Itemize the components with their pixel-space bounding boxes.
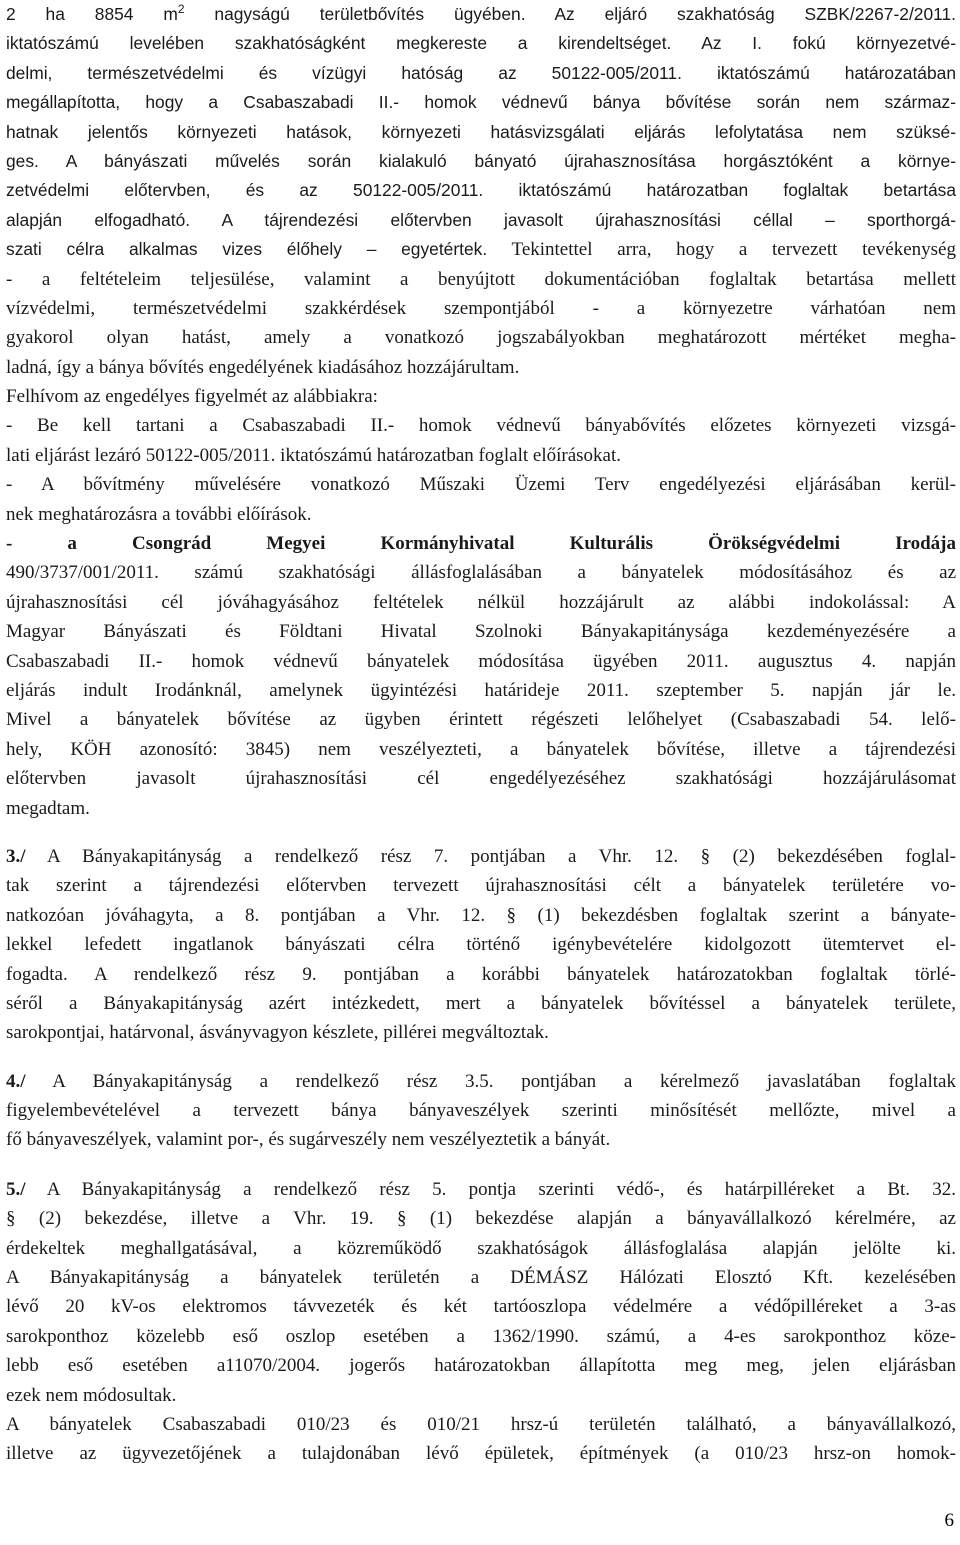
text-line: fő bányaveszélyek, valamint por-, és sugárveszély nem veszélyeztetik a bányát. [6,1129,611,1151]
text-line: A Bányakapitányság a bányatelek területén a DÉMÁSZ Hálózati Elosztó Kft. kezelésében [6,1267,956,1289]
text-line: megadtam. [6,797,90,819]
text-line: gyakorol olyan hatást, amely a vonatkozó jogszabályokban meghatározott mértéket megha- [6,327,956,349]
paragraph-number: 3./ [6,845,26,867]
text-line: vízvédelmi, természetvédelmi szakkérdések szempontjából - a környezetre várhatóan nem [6,297,956,319]
text-line: ladná, így a bánya bővítés engedélyének kiadásához hozzájárultam. [6,356,520,378]
text-line: sarokpontjai, határvonal, ásványvagyon készlete, pillérei megváltoztak. [6,1022,549,1044]
document-page [6,0,956,1545]
text-line: - Be kell tartani a Csabaszabadi II.- homok védnevű bányabővítés előzetes környezeti vizsgá- [6,415,956,437]
superscript: 2 [177,2,185,16]
text-line: Felhívom az engedélyes figyelmét az alábbiakra: [6,386,378,408]
text-line: A bányatelek Csabaszabadi 010/23 és 010/21 hrsz-ú területén található, a bányavállalkozó, [6,1413,956,1435]
text-line: megállapította, hogy a Csabaszabadi II.- homok védnevű bánya bővítése során nem származ- [6,92,956,113]
text-line: lekkel lefedett ingatlanok bányászati célra történő igénybevételére kidolgozott ütemtervet el- [6,934,956,956]
text-line: séről a Bányakapitányság azért intézkedett, mert a bányatelek bővítéssel a bányatelek területe, [6,992,956,1014]
paragraph-4-line: 4./ A Bányakapitányság a rendelkező rész 3.5. pontjában a kérelmező javaslatában foglaltak [6,1070,956,1092]
text-line: újrahasznosítási cél jóváhagyásához feltételek nélkül hozzájárult az alábbi indokolással: A [6,591,956,613]
text-line: lebb eső esetében a11070/2004. jogerős határozatokban állapította meg meg, jelen eljárásban [6,1355,956,1377]
text-line: delmi, természetvédelmi és vízügyi hatóság az 50122-005/2011. iktatószámú határozatában [6,62,956,83]
text-line: ges. A bányászati művelés során kialakuló bányató újrahasznosítása horgásztóként a környe- [6,150,956,171]
text-line: 490/3737/001/2011. számú szakhatósági állásfoglalásában a bányatelek módosításához és az [6,562,956,584]
text-line: lévő 20 kV-os elektromos távvezeték és két tartóoszlopa védelmére a védőpilléreket a 3-as [6,1296,956,1318]
text-line: fogadta. A rendelkező rész 9. pontjában a korábbi bányatelek határozatokban foglaltak törlé- [6,963,956,985]
paragraph-number: 5./ [6,1178,26,1200]
text-line: - a feltételeim teljesülése, valamint a benyújtott dokumentációban foglaltak betartása mellett [6,268,956,290]
text-line: nek meghatározásra a további előírások. [6,503,312,525]
text-line: lati eljárást lezáró 50122-005/2011. iktatószámú határozatban foglalt előírásokat. [6,444,621,466]
text-line: Csabaszabadi II.- homok védnevű bányatelek módosítása ügyében 2011. augusztus 4. napján [6,650,956,672]
text-line: szati célra alkalmas vizes élőhely – egyetértek. Tekintettel arra, hogy a tervezett tevékenység [6,239,956,261]
text-line: figyelembevételével a tervezett bánya bányaveszélyek szerinti minősítését mellőzte, mivel a [6,1100,956,1122]
heading-line: - a Csongrád Megyei Kormányhivatal Kulturális Örökségvédelmi Irodája [6,533,956,555]
text-line: ezek nem módosultak. [6,1384,177,1406]
text-line: Magyar Bányászati és Földtani Hivatal Szolnoki Bányakapitánysága kezdeményezésére a [6,621,956,643]
page-number: 6 [944,1510,954,1531]
text-line: 2 ha 8854 $m^2$ nagyságú területbővítés ügyében. Az eljáró szakhatóság SZBK/2267-2/2011. [6,2,956,24]
paragraph-3-line: 3./ A Bányakapitányság a rendelkező rész 7. pontjában a Vhr. 12. § (2) bekezdésében foglal- [6,845,956,867]
text-line: illetve az ügyvezetőjének a tulajdonában lévő épületek, építmények (a 010/23 hrsz-on homok- [6,1443,956,1465]
text-line: Mivel a bányatelek bővítése az ügyben érintett régészeti lelőhelyet (Csabaszabadi 54. lelő- [6,709,956,731]
text-line: érdekeltek meghallgatásával, a közreműködő szakhatóságok állásfoglalása alapján jelölte ki. [6,1237,956,1259]
text-line: sarokponthoz közelebb eső oszlop esetében a 1362/1990. számú, a 4-es sarokponthoz köze- [6,1325,956,1347]
paragraph-5-line: 5./ A Bányakapitányság a rendelkező rész 5. pontja szerinti védő-, és határpilléreket a Bt. 32. [6,1178,956,1200]
text-line: § (2) bekezdése, illetve a Vhr. 19. § (1) bekezdése alapján a bányavállalkozó kérelmére, az [6,1208,956,1230]
text-line: zetvédelmi előtervben, és az 50122-005/2011. iktatószámú határozatban foglaltak betartása [6,180,956,201]
text-line: eljárás indult Irodánknál, amelynek ügyintézési határideje 2011. szeptember 5. napján jár le. [6,679,956,701]
text-line: hatnak jelentős környezeti hatások, környezeti hatásvizsgálati eljárás lefolytatása nem szüksé- [6,121,956,142]
text-line: hely, KÖH azonosító: 3845) nem veszélyezteti, a bányatelek bővítése, illetve a tájrendezési [6,738,956,760]
paragraph-number: 4./ [6,1070,26,1092]
text-line: tak szerint a tájrendezési előtervben tervezett újrahasznosítási célt a bányatelek területére vo- [6,875,956,897]
text-line: iktatószámú levelében szakhatóságként megkereste a kirendeltséget. Az I. fokú környezetvé- [6,33,956,54]
text-line: alapján elfogadható. A tájrendezési előtervben javasolt újrahasznosítási céllal – sporthorgá- [6,209,956,230]
text-line: natkozóan jóváhagyta, a 8. pontjában a Vhr. 12. § (1) bekezdésben foglaltak szerint a bányate- [6,904,956,926]
text-line: - A bővítmény művelésére vonatkozó Műszaki Üzemi Terv engedélyezési eljárásában kerül- [6,474,956,496]
text-line: előtervben javasolt újrahasznosítási cél engedélyezéséhez szakhatósági hozzájárulásomat [6,768,956,790]
